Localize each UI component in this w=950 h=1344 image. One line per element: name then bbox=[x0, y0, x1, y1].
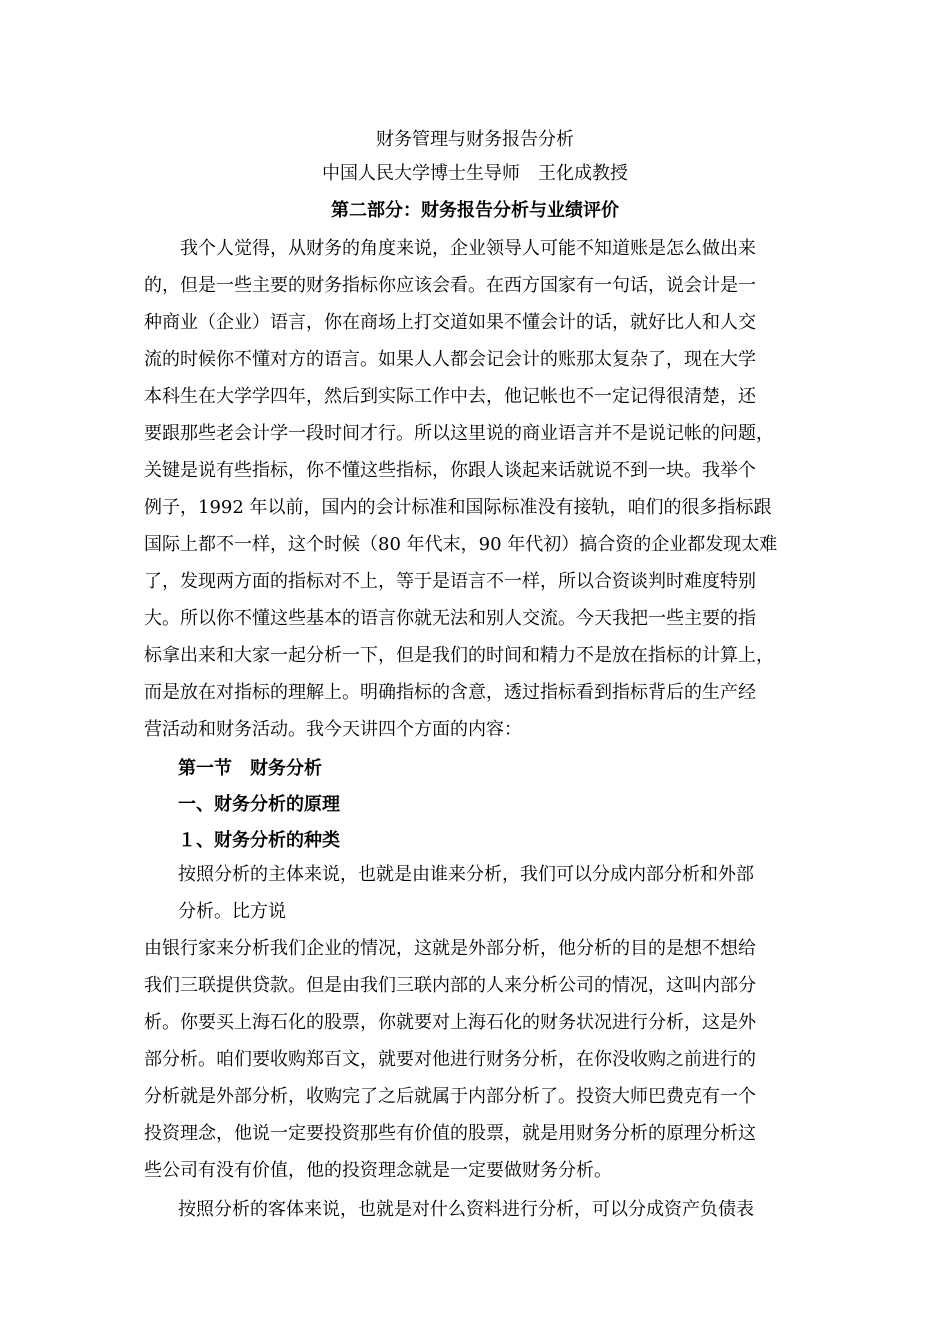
subsection-heading: 一、财务分析的原理 bbox=[178, 794, 340, 815]
text-line: 按照分析的客体来说，也就是对什么资料进行分析，可以分成资产负债表 bbox=[178, 1199, 754, 1220]
text-line: 了，发现两方面的指标对不上，等于是语言不一样，所以合资谈判时难度特别 bbox=[144, 571, 756, 592]
text-line: 关键是说有些指标，你不懂这些指标，你跟人谈起来话就说不到一块。我举个 bbox=[144, 460, 756, 481]
text-line: 分析。比方说 bbox=[178, 901, 286, 922]
text-line: 我个人觉得，从财务的角度来说，企业领导人可能不知道账是怎么做出来 bbox=[180, 238, 756, 259]
author-line: 中国人民大学博士生导师 王化成教授 bbox=[322, 163, 628, 184]
text-line: 标拿出来和大家一起分析一下，但是我们的时间和精力不是放在指标的计算上， bbox=[144, 645, 774, 666]
text-line: 分析就是外部分析，收购完了之后就属于内部分析了。投资大师巴费克有一个 bbox=[144, 1086, 756, 1107]
text-line: 种商业（企业）语言，你在商场上打交道如果不懂会计的话，就好比人和人交 bbox=[144, 312, 756, 333]
text-line: 由银行家来分析我们企业的情况，这就是外部分析，他分析的目的是想不想给 bbox=[144, 938, 756, 959]
text-line: 些公司有没有价值，他的投资理念就是一定要做财务分析。 bbox=[144, 1160, 612, 1181]
text-line: 本科生在大学学四年，然后到实际工作中去，他记帐也不一定记得很清楚，还 bbox=[144, 386, 756, 407]
document-title: 财务管理与财务报告分析 bbox=[376, 129, 574, 150]
text-line: 流的时候你不懂对方的语言。如果人人都会记会计的账那太复杂了，现在大学 bbox=[144, 349, 756, 370]
item-heading: １、财务分析的种类 bbox=[178, 830, 340, 851]
text-line: 大。所以你不懂这些基本的语言你就无法和别人交流。今天我把一些主要的指 bbox=[144, 608, 756, 629]
part-title: 第二部分：财务报告分析与业绩评价 bbox=[331, 200, 619, 221]
section-heading: 第一节 财务分析 bbox=[178, 758, 322, 779]
paragraph-subject bbox=[178, 856, 818, 930]
paragraph-examples bbox=[144, 930, 810, 1189]
text-line: 营活动和财务活动。我今天讲四个方面的内容： bbox=[144, 719, 522, 740]
text-line: 的，但是一些主要的财务指标你应该会看。在西方国家有一句话，说会计是一 bbox=[144, 275, 756, 296]
text-line: 而是放在对指标的理解上。明确指标的含意，透过指标看到指标背后的生产经 bbox=[144, 682, 756, 703]
text-line: 投资理念，他说一定要投资那些有价值的股票，就是用财务分析的原理分析这 bbox=[144, 1123, 756, 1144]
text-line: 析。你要买上海石化的股票，你就要对上海石化的财务状况进行分析，这是外 bbox=[144, 1012, 756, 1033]
text-line: 要跟那些老会计学一段时间才行。所以这里说的商业语言并不是说记帐的问题， bbox=[144, 423, 774, 444]
text-line: 国际上都不一样，这个时候（80 年代末，90 年代初）搞合资的企业都发现太难 bbox=[144, 534, 778, 555]
text-line: 例子，1992 年以前，国内的会计标准和国际标准没有接轨，咱们的很多指标跟 bbox=[144, 497, 772, 518]
text-line: 按照分析的主体来说，也就是由谁来分析，我们可以分成内部分析和外部 bbox=[178, 864, 754, 885]
paragraph-intro bbox=[144, 230, 810, 748]
text-line: 部分析。咱们要收购郑百文，就要对他进行财务分析，在你没收购之前进行的 bbox=[144, 1049, 756, 1070]
text-line: 我们三联提供贷款。但是由我们三联内部的人来分析公司的情况，这叫内部分 bbox=[144, 975, 756, 996]
paragraph-object bbox=[178, 1191, 818, 1228]
